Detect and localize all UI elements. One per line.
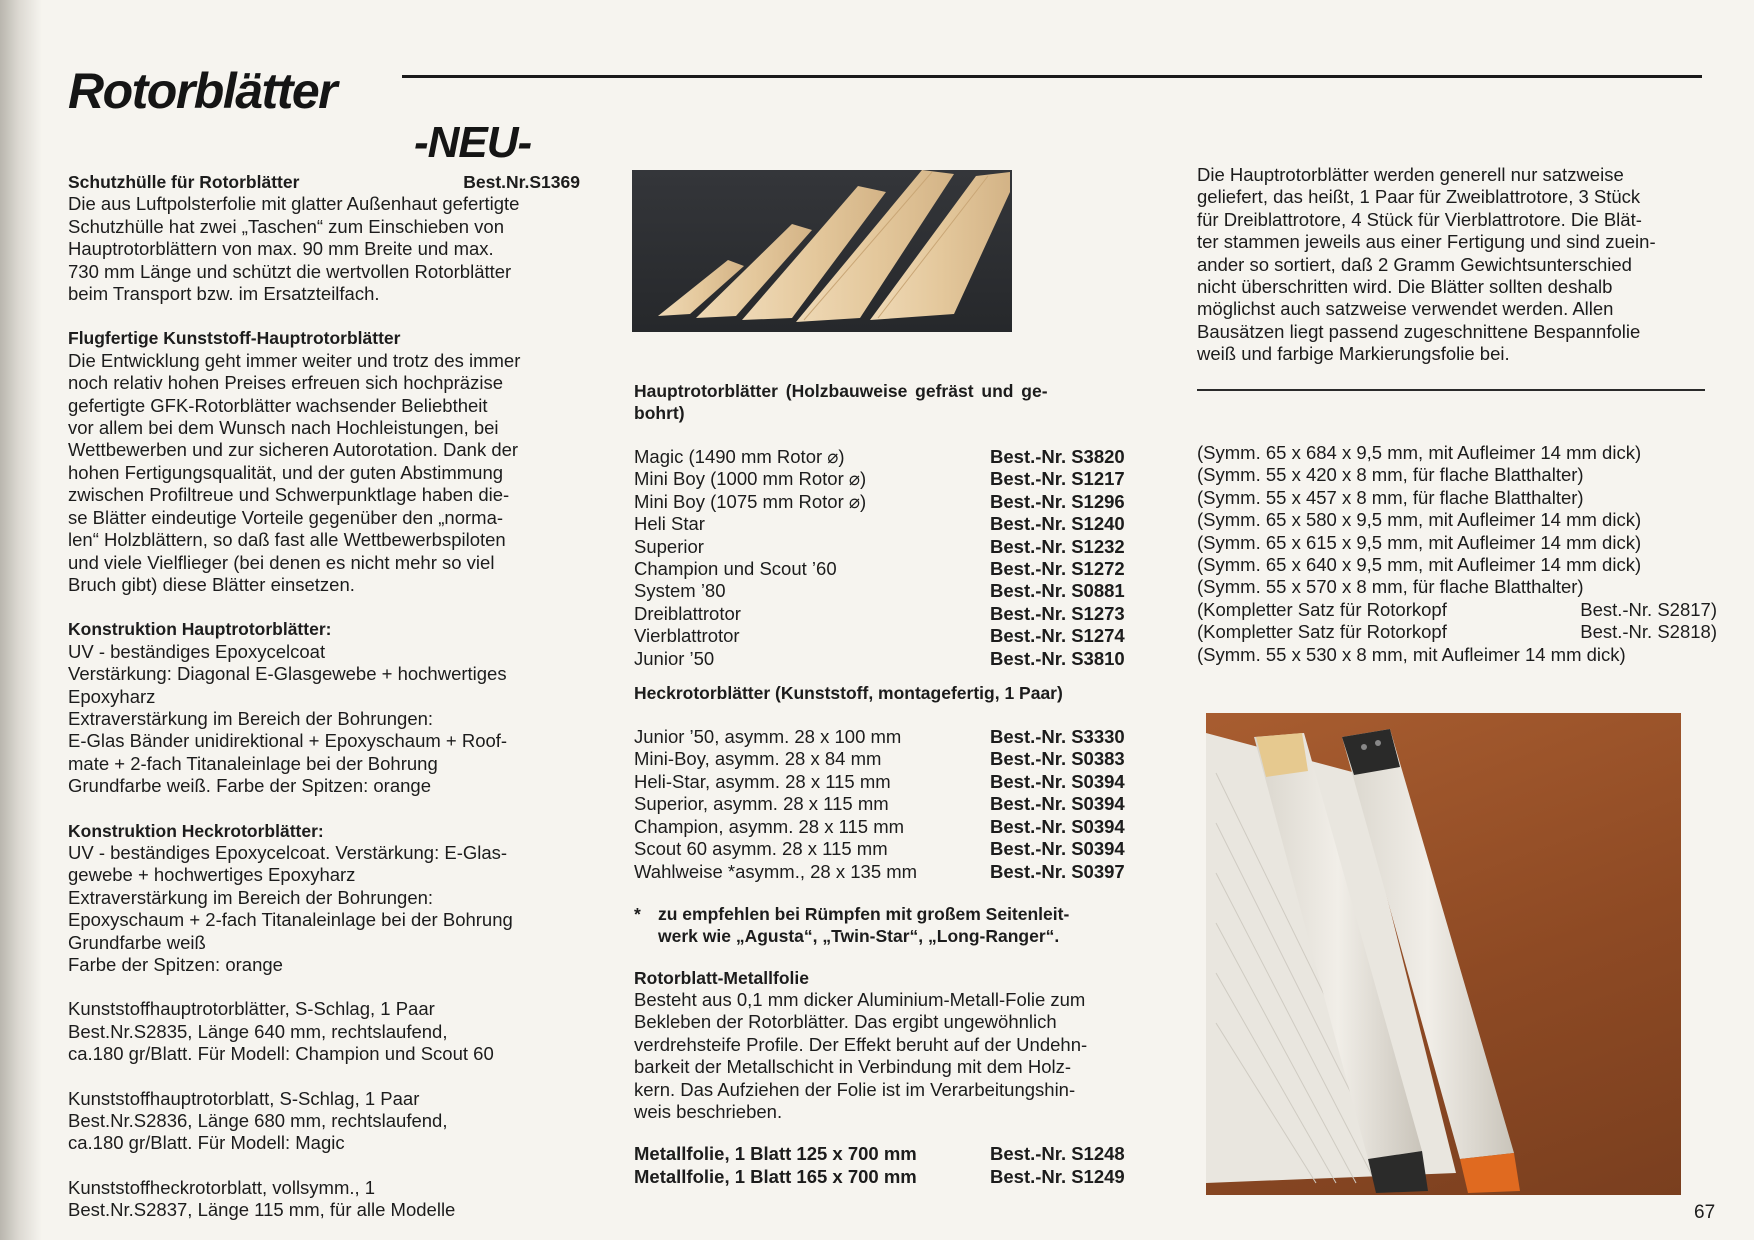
spec-text: (Symm. 65 x 684 x 9,5 mm, mit Aufleimer 14 mm dick) [1197, 442, 1642, 463]
product-line: Best.Nr.S2837, Länge 115 mm, für alle Modelle [68, 1199, 456, 1221]
gfk-blades-illustration [1206, 713, 1681, 1195]
product-name: Wahlweise *asymm., 28 x 135 mm [634, 860, 918, 882]
text-line: geliefert, das heißt, 1 Paar für Zweiblattrotore, 3 Stück [1197, 186, 1641, 208]
text-line: Epoxyharz [68, 685, 156, 707]
text-line: E-Glas Bänder unidirektional + Epoxyschaum + Roof- [68, 730, 508, 752]
spec-text: (Symm. 65 x 615 x 9,5 mm, mit Aufleimer 14 mm dick) [1197, 531, 1642, 553]
text-line: barkeit der Metallschicht in Verbindung mit dem Holz- [634, 1056, 1071, 1078]
tail-rotor-heading: Heckrotorblätter (Kunststoff, montagefertig, 1 Paar) [634, 683, 1063, 704]
order-code: Best.-Nr. S1274 [990, 625, 1125, 647]
spec-text: (Symm. 55 x 530 x 8 mm, mit Aufleimer 14 mm dick) [1197, 643, 1626, 665]
footnote-star: * [634, 903, 641, 924]
gfk-blades-photo [1206, 713, 1681, 1195]
section-divider [1197, 389, 1705, 391]
text-line: beim Transport bzw. im Ersatzteilfach. [68, 283, 380, 305]
spec-text: (Symm. 65 x 640 x 9,5 mm, mit Aufleimer 14 mm dick) [1197, 554, 1642, 576]
product-line: Best.Nr.S2835, Länge 640 mm, rechtslaufend, [68, 1020, 448, 1042]
protective-cover-heading [68, 171, 580, 193]
main-rotor-heading-cont: bohrt) [634, 403, 685, 423]
text-line: Bruch gibt) diese Blätter einsetzen. [68, 573, 355, 595]
text-line: se Blätter eindeutige Vorteile gegenüber den „norma- [68, 506, 504, 528]
wooden-blades-illustration [632, 170, 1012, 332]
spec-row [1197, 532, 1717, 554]
product-line: Best.Nr.S2836, Länge 680 mm, rechtslaufend, [68, 1110, 448, 1132]
section-heading: Konstruktion Hauptrotorblätter: [68, 619, 332, 640]
product-name: Mini Boy (1000 mm Rotor ⌀) [634, 468, 867, 490]
text-line: gewebe + hochwertiges Epoxyharz [68, 864, 356, 886]
product-name: Superior, asymm. 28 x 115 mm [634, 793, 889, 815]
product-name: Junior ’50, asymm. 28 x 100 mm [634, 726, 902, 748]
order-code: Best.-Nr. S0394 [990, 793, 1125, 815]
order-code: Best.-Nr. S3810 [990, 647, 1125, 669]
text-line: Die aus Luftpolsterfolie mit glatter Außenhaut gefertigte [68, 193, 520, 215]
footnote [634, 903, 1150, 947]
spacer [68, 798, 580, 820]
order-code: Best.-Nr. S0394 [990, 770, 1125, 792]
product-name: System ’80 [634, 580, 726, 602]
order-code: Best.-Nr. S1217 [990, 468, 1125, 490]
text-line: zwischen Profiltreue und Schwerpunktlage haben die- [68, 484, 510, 506]
order-number: Best.Nr.S1369 [463, 172, 580, 192]
new-badge: -NEU- [414, 118, 532, 167]
main-rotor-heading: Hauptrotorblätter (Holzbauweise gefräst und ge- [634, 381, 1048, 401]
spacer [68, 305, 580, 327]
text-line: 730 mm Länge und schützt die wertvollen Rotorblätter [68, 260, 512, 282]
text-line: noch relativ hohen Preises erfreuen sich hochpräzise [68, 372, 503, 394]
order-code: Best.-Nr. S3330 [990, 726, 1125, 748]
text-line: Bausätzen liegt passend zugeschnittene Bespannfolie [1197, 320, 1641, 342]
product-name: Metallfolie, 1 Blatt 125 x 700 mm [634, 1143, 917, 1165]
spec-row [1197, 509, 1717, 531]
spec-row [1197, 442, 1717, 464]
spec-text: (Symm. 65 x 580 x 9,5 mm, mit Aufleimer 14 mm dick) [1197, 509, 1642, 531]
spec-row [1197, 464, 1717, 486]
spec-row [1197, 487, 1717, 509]
text-line: gefertigte GFK-Rotorblätter wachsender Beliebtheit [68, 394, 488, 416]
left-column [68, 171, 580, 1222]
product-name: Champion und Scout ’60 [634, 558, 837, 580]
text-line: und viele Vielflieger (bei denen es nicht mehr so viel [68, 551, 495, 573]
order-code: Best.-Nr. S1232 [990, 535, 1125, 557]
order-code: Best.-Nr. S0394 [990, 815, 1125, 837]
product-line: ca.180 gr/Blatt. Für Modell: Champion und Scout 60 [68, 1043, 494, 1065]
order-code: Best.-Nr. S1240 [990, 513, 1125, 535]
product-line: Kunststoffhauptrotorblätter, S-Schlag, 1 Paar [68, 998, 435, 1020]
text-line: Die Entwicklung geht immer weiter und trotz des immer [68, 349, 521, 371]
product-name: Superior [634, 535, 704, 557]
product-name: Magic (1490 mm Rotor ⌀) [634, 446, 845, 467]
text-line: Hauptrotorblättern von max. 90 mm Breite und max. [68, 238, 494, 260]
text-line: Die Hauptrotorblätter werden generell nur satzweise [1197, 164, 1624, 185]
order-code: Best.-Nr. S1272 [990, 558, 1125, 580]
book-spine-shadow [0, 0, 42, 1240]
product-name: Champion, asymm. 28 x 115 mm [634, 815, 905, 837]
text-line: Wettbewerben und zur sicheren Autorotation. Dank der [68, 439, 519, 461]
product-name: Metallfolie, 1 Blatt 165 x 700 mm [634, 1165, 917, 1187]
spec-text: (Kompletter Satz für Rotorkopf [1197, 621, 1447, 643]
order-code: Best.-Nr. S1273 [990, 602, 1125, 624]
product-name: Heli-Star, asymm. 28 x 115 mm [634, 770, 891, 792]
main-rotor-table [634, 446, 1150, 670]
product-name: Dreiblattrotor [634, 602, 741, 624]
product-name: Mini-Boy, asymm. 28 x 84 mm [634, 748, 882, 770]
text-line: UV - beständiges Epoxycelcoat [68, 640, 326, 662]
footnote-line: werk wie „Agusta“, „Twin-Star“, „Long-Ranger“. [658, 925, 1060, 946]
text-line: hohen Fertigungsqualität, und der guten Abstimmung [68, 461, 504, 483]
right-column-intro [1197, 164, 1709, 366]
spacer [68, 976, 580, 998]
product-line: Kunststoffheckrotorblatt, vollsymm., 1 [68, 1176, 376, 1198]
text-line: Extraverstärkung im Bereich der Bohrungen: [68, 707, 434, 729]
spec-row [1197, 621, 1717, 643]
text-line: weis beschrieben. [634, 1100, 783, 1122]
right-column-specs [1197, 442, 1717, 666]
spacer [68, 1066, 580, 1088]
wooden-blades-photo [632, 170, 1012, 332]
text-line: Grundfarbe weiß. Farbe der Spitzen: orange [68, 775, 431, 797]
text-line: len“ Holzblättern, so daß fast alle Wettbewerbspiloten [68, 529, 506, 551]
section-heading: Schutzhülle für Rotorblätter [68, 172, 300, 192]
footnote-line: zu empfehlen bei Rümpfen mit großem Seitenleit- [658, 903, 1070, 924]
title-rule [402, 75, 1702, 78]
text-line: ter stammen jeweils aus einer Fertigung und sind zuein- [1197, 231, 1656, 253]
spec-row [1197, 576, 1717, 598]
page-title: Rotorblätter [68, 63, 337, 119]
middle-column [634, 380, 1150, 1188]
product-name: Heli Star [634, 513, 705, 535]
spec-text: (Symm. 55 x 570 x 8 mm, für flache Blatthalter) [1197, 576, 1584, 598]
spacer [68, 1155, 580, 1177]
spec-row [1197, 599, 1717, 621]
text-line: mate + 2-fach Titanaleinlage bei der Bohrung [68, 752, 438, 774]
page-number: 67 [1694, 1202, 1716, 1223]
product-name: Scout 60 asymm. 28 x 115 mm [634, 838, 888, 860]
product-name: Junior ’50 [634, 647, 715, 669]
spec-row [1197, 554, 1717, 576]
text-line: Bekleben der Rotorblätter. Das ergibt ungewöhnlich [634, 1011, 1057, 1033]
metal-foil-table [634, 1143, 1150, 1188]
order-code: Best.-Nr. S0881 [990, 580, 1125, 602]
text-line: vor allem bei dem Wunsch nach Hochleistungen, bei [68, 417, 499, 439]
order-code: Best.-Nr. S3820 [990, 446, 1125, 467]
text-line: kern. Das Aufziehen der Folie ist im Verarbeitungshin- [634, 1078, 1076, 1100]
spacer [68, 596, 580, 618]
text-line: ander so sortiert, daß 2 Gramm Gewichtsunterschied [1197, 253, 1632, 275]
text-line: weiß und farbige Markierungsfolie bei. [1197, 343, 1510, 365]
section-heading: Konstruktion Heckrotorblätter: [68, 820, 324, 841]
spec-row [1197, 644, 1717, 666]
text-line: verdrehsteife Profile. Der Effekt beruht auf der Undehn- [634, 1033, 1088, 1055]
text-line: Grundfarbe weiß [68, 931, 206, 953]
text-line: Schutzhülle hat zwei „Taschen“ zum Einschieben von [68, 215, 505, 237]
text-line: Besteht aus 0,1 mm dicker Aluminium-Metall-Folie zum [634, 988, 1086, 1010]
text-line: nicht überschritten wird. Die Blätter sollten deshalb [1197, 276, 1613, 298]
product-line: Kunststoffhauptrotorblatt, S-Schlag, 1 Paar [68, 1087, 420, 1109]
order-code: Best.-Nr. S0383 [990, 748, 1125, 770]
product-name: Mini Boy (1075 mm Rotor ⌀) [634, 490, 867, 512]
spec-code: Best.-Nr. S2817) [1580, 598, 1717, 620]
order-code: Best.-Nr. S1249 [990, 1165, 1125, 1187]
section-heading: Flugfertige Kunststoff-Hauptrotorblätter [68, 328, 401, 349]
text-line: für Dreiblattrotore, 4 Stück für Vierblattrotore. Die Blät- [1197, 208, 1642, 230]
spec-text: (Symm. 55 x 457 x 8 mm, für flache Blatthalter) [1197, 486, 1584, 508]
text-line: Extraverstärkung im Bereich der Bohrungen: [68, 886, 434, 908]
order-code: Best.-Nr. S1296 [990, 490, 1125, 512]
order-code: Best.-Nr. S0394 [990, 838, 1125, 860]
order-code: Best.-Nr. S1248 [990, 1143, 1125, 1165]
spec-code: Best.-Nr. S2818) [1580, 621, 1717, 643]
text-line: Epoxyschaum + 2-fach Titanaleinlage bei der Bohrung [68, 909, 513, 931]
tail-rotor-table [634, 726, 1150, 883]
text-line: UV - beständiges Epoxycelcoat. Verstärkung: E-Glas- [68, 841, 508, 863]
spec-text: (Symm. 55 x 420 x 8 mm, für flache Blatthalter) [1197, 464, 1584, 486]
text-line: Verstärkung: Diagonal E-Glasgewebe + hochwertiges [68, 663, 507, 685]
product-line: ca.180 gr/Blatt. Für Modell: Magic [68, 1132, 345, 1154]
product-name: Vierblattrotor [634, 625, 740, 647]
spec-text: (Kompletter Satz für Rotorkopf [1197, 598, 1447, 620]
text-line: Farbe der Spitzen: orange [68, 954, 283, 975]
order-code: Best.-Nr. S0397 [990, 860, 1125, 882]
metal-foil-heading: Rotorblatt-Metallfolie [634, 967, 809, 988]
text-line: möglichst auch satzweise verwendet werden. Allen [1197, 298, 1614, 320]
